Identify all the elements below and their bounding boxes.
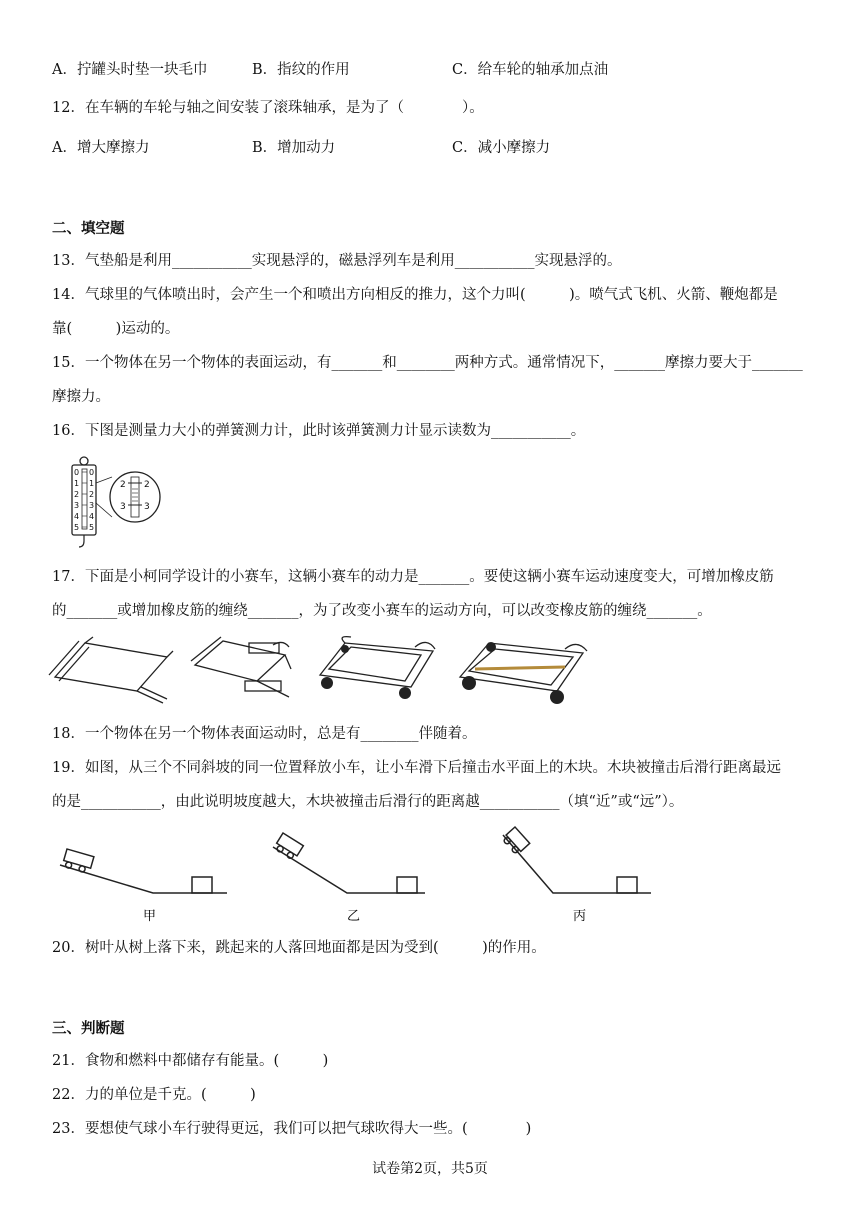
scale-tick-label: 5 — [89, 523, 95, 532]
q12-option-a: A．增大摩擦力 — [52, 140, 150, 156]
car-frame-stage-3 — [320, 637, 435, 687]
q22: 22．力的单位是千克。( ) — [52, 1087, 256, 1103]
q12-stem: 12．在车辆的车轮与轴之间安装了滚珠轴承，是为了（ ）。 — [52, 100, 484, 116]
page-footer: 试卷第2页，共5页 — [372, 1161, 488, 1177]
wheel-icon — [462, 676, 476, 690]
slope-label-jia: 甲 — [143, 909, 157, 924]
wheel-icon — [321, 677, 333, 689]
zoom-tick-label: 2 — [120, 480, 126, 490]
zoom-tick-label: 3 — [144, 502, 150, 512]
scale-tick-label: 1 — [74, 479, 80, 488]
q15-line2: 摩擦力。 — [52, 389, 110, 405]
q13: 13．气垫船是利用___________实现悬浮的，磁悬浮列车是利用___________实现悬浮的。 — [52, 253, 622, 269]
q17-line2: 的_______或增加橡皮筋的缠绕_______，为了改变小赛车的运动方向，可以改变橡皮筋的缠绕_______。 — [52, 603, 712, 619]
q18: 18．一个物体在另一个物体表面运动时，总是有________伴随着。 — [52, 726, 477, 742]
q11-option-a: A．拧罐头时垫一块毛巾 — [52, 62, 208, 78]
q23: 23．要想使气球小车行驶得更远，我们可以把气球吹得大一些。( ) — [52, 1121, 532, 1137]
spring-scale-figure — [62, 455, 172, 550]
scale-tick-label: 0 — [74, 468, 80, 477]
scale-tick-label: 3 — [74, 501, 80, 510]
q16: 16．下图是测量力大小的弹簧测力计，此时该弹簧测力计显示读数为___________。 — [52, 423, 586, 439]
car-frame-stage-1 — [49, 637, 173, 703]
q17-line1: 17．下面是小柯同学设计的小赛车，这辆小赛车的动力是_______。要使这辆小赛车运动速度变大，可增加橡皮筋 — [52, 569, 774, 585]
zoom-tick-label: 2 — [144, 480, 150, 490]
scale-tick-label: 2 — [74, 490, 80, 499]
wheel-icon — [341, 645, 349, 653]
race-car-frames-figure — [45, 635, 595, 710]
slopes-figure — [55, 825, 665, 925]
zoom-tick-label: 3 — [120, 502, 126, 512]
q12-option-c: C．减小摩擦力 — [452, 140, 551, 156]
car-frame-stage-2 — [191, 637, 291, 697]
q14-line1: 14．气球里的气体喷出时，会产生一个和喷出方向相反的推力，这个力叫( )。喷气式飞机、火箭、鞭炮都是 — [52, 287, 778, 303]
q15-line1: 15．一个物体在另一个物体的表面运动，有_______和________两种方式。通常情况下，_______摩擦力要大于_______ — [52, 355, 803, 371]
q11-option-b: B．指纹的作用 — [252, 62, 350, 78]
q19-line1: 19．如图，从三个不同斜坡的同一位置释放小车，让小车滑下后撞击水平面上的木块。木块被撞击后滑行距离最远 — [52, 760, 781, 776]
slope-label-yi: 乙 — [347, 909, 361, 924]
scale-tick-label: 0 — [89, 468, 95, 477]
wheel-icon — [486, 642, 496, 652]
scale-tick-label: 2 — [89, 490, 95, 499]
scale-tick-label: 5 — [74, 523, 80, 532]
section-judgement-title: 三、判断题 — [52, 1021, 125, 1037]
wheel-icon — [550, 690, 564, 704]
section-fill-in-title: 二、填空题 — [52, 221, 125, 237]
q21: 21．食物和燃料中都储存有能量。( ) — [52, 1053, 329, 1069]
scale-tick-label: 4 — [89, 512, 95, 521]
q11-option-c: C．给车轮的轴承加点油 — [452, 62, 609, 78]
q14-line2: 靠( )运动的。 — [52, 321, 180, 337]
wheel-icon — [399, 687, 411, 699]
q20: 20．树叶从树上落下来，跳起来的人落回地面都是因为受到( )的作用。 — [52, 940, 546, 956]
slope-label-bing: 丙 — [573, 909, 587, 924]
q19-line2: 的是___________，由此说明坡度越大，木块被撞击后滑行的距离越___________（填“近”或“远”）。 — [52, 794, 684, 810]
scale-tick-label: 4 — [74, 512, 80, 521]
scale-tick-label: 3 — [89, 501, 95, 510]
q12-option-b: B．增加动力 — [252, 140, 336, 156]
scale-tick-label: 1 — [89, 479, 95, 488]
